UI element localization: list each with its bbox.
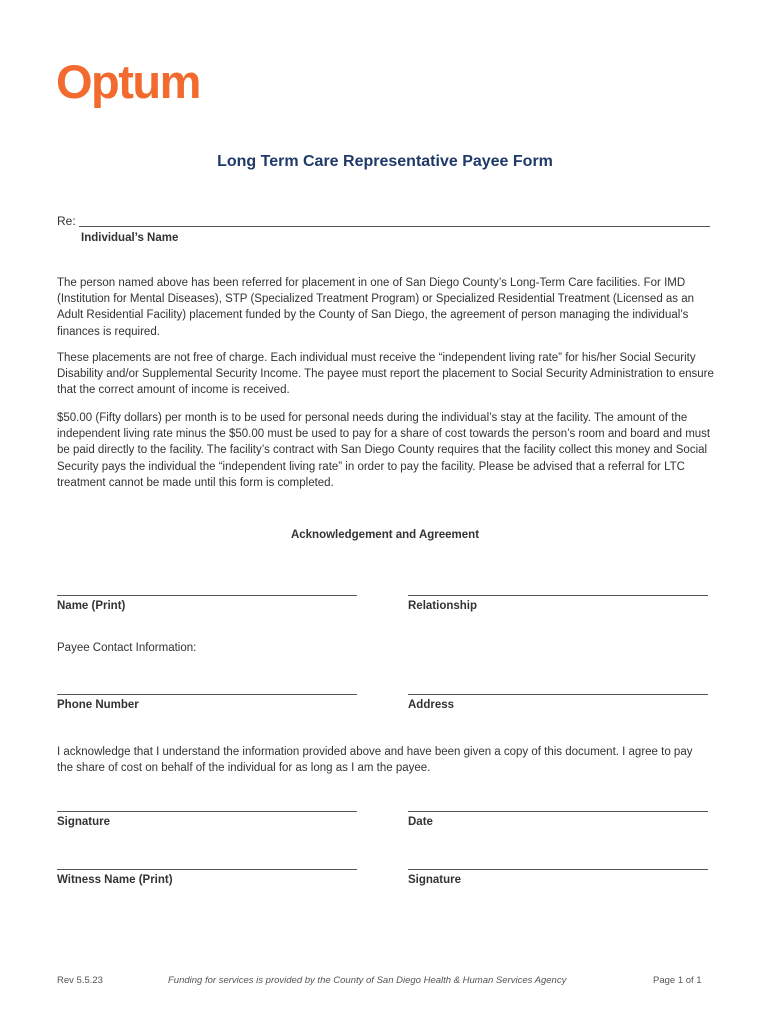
form-title: Long Term Care Representative Payee Form bbox=[217, 153, 553, 170]
relationship-label: Relationship bbox=[408, 600, 478, 612]
phone-number-field-group bbox=[57, 694, 357, 711]
name-print-field-group bbox=[57, 595, 357, 612]
footer-revision: Rev 5.5.23 bbox=[57, 975, 103, 986]
date-label: Date bbox=[408, 816, 433, 828]
individual-name-field[interactable] bbox=[79, 226, 710, 227]
individual-name-label: Individual’s Name bbox=[81, 232, 179, 244]
phone-number-label: Phone Number bbox=[57, 699, 139, 711]
section-heading: Acknowledgement and Agreement bbox=[290, 529, 480, 541]
re-label: Re: bbox=[57, 214, 76, 228]
address-field-group bbox=[408, 694, 708, 711]
address-label: Address bbox=[408, 699, 455, 711]
signature-field[interactable] bbox=[57, 811, 357, 812]
date-field-group bbox=[408, 811, 708, 828]
date-field[interactable] bbox=[408, 811, 708, 812]
footer-funding-note: Funding for services is provided by the County of San Diego Health & Human Services Agency bbox=[168, 975, 567, 986]
witness-name-field[interactable] bbox=[57, 869, 357, 870]
acknowledgement-text: I acknowledge that I understand the information provided above and have been given a copy of this document. I agree to pay the share of cost on behalf of the individual for as long as I am the payee. bbox=[57, 746, 693, 775]
payee-contact-heading: Payee Contact Information: bbox=[57, 642, 197, 654]
signature-field-group bbox=[57, 811, 357, 828]
paragraph-referral: The person named above has been referred for placement in one of San Diego County’s Long-Term Care facilities. For IMD (Institution for Mental Diseases), STP (Specialized Treatment Program) or Specialized Residential Treatment (Licensed as an Adult Residential Facility) placement funded by the County of San Diego, the agreement of person managing the individual’s finances is required. bbox=[57, 277, 695, 338]
phone-number-field[interactable] bbox=[57, 694, 357, 695]
witness-signature-label: Signature bbox=[408, 874, 462, 886]
name-print-field[interactable] bbox=[57, 595, 357, 596]
footer-page-number: Page 1 of 1 bbox=[653, 975, 702, 986]
witness-name-field-group bbox=[57, 869, 357, 886]
witness-signature-field-group bbox=[408, 869, 708, 886]
relationship-field[interactable] bbox=[408, 595, 708, 596]
paragraph-personal-needs: $50.00 (Fifty dollars) per month is to be used for personal needs during the individual’s stay at the facility. The amount of the independent living rate minus the $50.00 must be used to pay for a share of cost towards the person’s room and board and must be paid directly to the facility. The facility’s contract with San Diego County requires that the facility collect this money and Social Security pays the individual the “independent living rate” in order to pay the facility. Please be advised that a referral for LTC treatment cannot be made until this form is completed. bbox=[57, 412, 711, 489]
name-print-label: Name (Print) bbox=[57, 600, 126, 612]
paragraph-charges: These placements are not free of charge. Each individual must receive the “independent living rate” for his/her Social Security Disability and/or Supplemental Security Income. The payee must report the placement to Social Security Administration to ensure that the correct amount of income is received. bbox=[57, 352, 714, 397]
relationship-field-group bbox=[408, 595, 708, 612]
optum-logo: Optum bbox=[56, 55, 200, 108]
witness-name-label: Witness Name (Print) bbox=[57, 874, 173, 886]
witness-signature-field[interactable] bbox=[408, 869, 708, 870]
address-field[interactable] bbox=[408, 694, 708, 695]
signature-label: Signature bbox=[57, 816, 111, 828]
